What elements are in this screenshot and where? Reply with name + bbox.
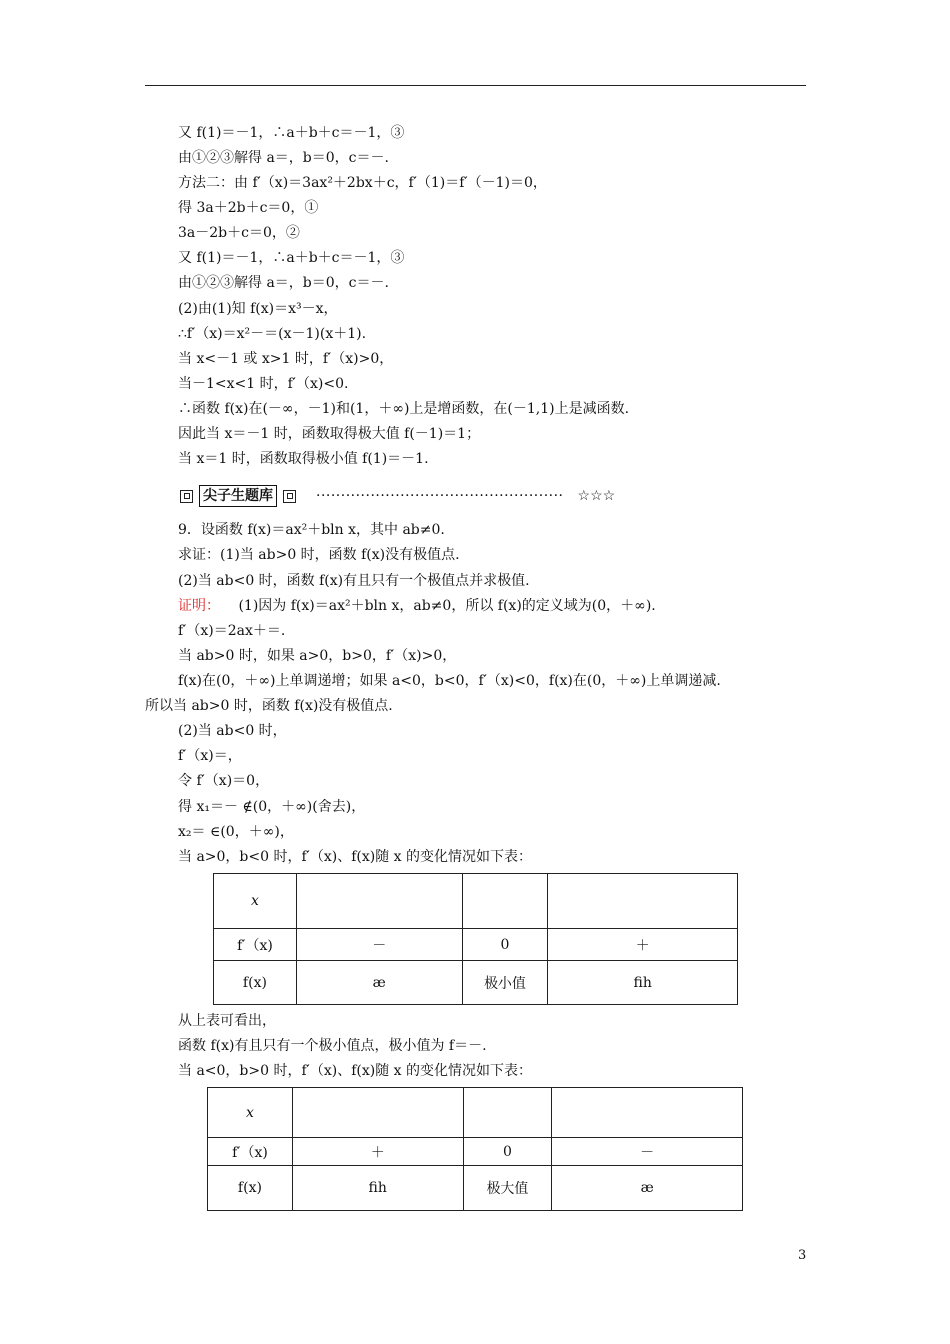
text-line: 由①②③解得 a＝，b＝0，c＝－. [178,150,389,166]
proof-line: f′（x)＝2ax＋＝. [178,623,286,639]
table-cell: 极小值 [462,961,548,1005]
problem-line: (2)当 ab<0 时，函数 f(x)有且只有一个极值点并求极值. [178,573,530,589]
proof-line: 所以当 ab>0 时，函数 f(x)没有极值点. [145,698,393,714]
proof-line: 当 ab>0 时，如果 a>0，b>0，f′（x)>0， [178,648,457,664]
text-line: 又 f(1)＝－1，∴a＋b＋c＝－1，③ [178,125,405,141]
proof-line: 当 a>0，b<0 时，f′（x)、f(x)随 x 的变化情况如下表： [178,849,532,865]
table-cell: － [296,929,462,961]
text-line: 得 3a＋2b＋c＝0，① [178,200,319,216]
section-header [180,485,615,507]
text-line: ∴f′（x)＝x²－＝(x－1)(x＋1). [178,326,367,342]
proof-line: 令 f′（x)＝0， [178,773,270,789]
text-line: 当 x<－1 或 x>1 时，f′（x)>0， [178,351,394,367]
text-line: 当－1<x<1 时，f′（x)<0. [178,376,349,392]
proof-line: x₂＝ ∈(0，＋∞)， [178,824,294,840]
table-cell: ﬁh [548,961,738,1005]
proof-text: (1)因为 f(x)＝ax²＋bln x，ab≠0，所以 f(x)的定义域为(0，＋∞). [238,598,656,614]
text-line: 因此当 x＝－1 时，函数取得极大值 f(－1)＝1； [178,426,481,442]
table-cell: f′（x) [214,929,297,961]
table-cell [462,874,548,929]
table-cell: 0 [462,929,548,961]
problem-line: 9．设函数 f(x)＝ax²＋bln x，其中 ab≠0. [178,522,445,538]
table-cell: æ [552,1166,743,1211]
text-line: 当 x＝1 时，函数取得极小值 f(1)＝－1. [178,451,429,467]
proof-line: f(x)在(0，＋∞)上单调递增；如果 a<0，b<0，f′（x)<0，f(x)在(0，＋∞)上单调递减. [178,673,721,689]
proof-first-line [178,596,656,616]
leader-dots: ·················································· [316,488,564,504]
page-number: 3 [798,1248,807,1263]
text-line: 3a－2b＋c＝0，② [178,225,300,241]
table-cell [463,1088,552,1138]
proof-label: 证明： [178,598,220,614]
table-cell [552,1088,743,1138]
table-cell: x [214,874,297,929]
table-cell: 极大值 [463,1166,552,1211]
table-cell [292,1088,463,1138]
proof-line: 得 x₁＝－ ∉(0，＋∞)(舍去)， [178,799,366,815]
problem-line: 求证：(1)当 ab>0 时，函数 f(x)没有极值点. [178,547,460,563]
square-icon [180,490,193,503]
table-cell [548,874,738,929]
variation-table-2 [207,1087,743,1211]
table-cell: f′（x) [208,1138,293,1166]
text-line: 方法二：由 f′（x)＝3ax²＋2bx＋c，f′（1)＝f′（－1)＝0， [178,175,547,191]
square-icon [283,490,296,503]
text-line: ∴函数 f(x)在(－∞，－1)和(1，＋∞)上是增函数，在(－1,1)上是减函数. [178,401,630,417]
section-label: 尖子生题库 [199,485,277,507]
text-line: 又 f(1)＝－1，∴a＋b＋c＝－1，③ [178,250,405,266]
variation-table-1 [213,873,738,1005]
text-line: 从上表可看出， [178,1013,276,1029]
header-rule [145,85,806,86]
difficulty-stars: ☆☆☆ [577,488,616,504]
table-cell: x [208,1088,293,1138]
text-line: 当 a<0，b>0 时，f′（x)、f(x)随 x 的变化情况如下表： [178,1063,532,1079]
table-cell: f(x) [214,961,297,1005]
table-cell: 0 [463,1138,552,1166]
text-line: (2)由(1)知 f(x)＝x³－x， [178,301,338,317]
table-cell: ＋ [292,1138,463,1166]
table-cell [296,874,462,929]
table-cell: f(x) [208,1166,293,1211]
table-cell: ﬁh [292,1166,463,1211]
text-line: 由①②③解得 a＝，b＝0，c＝－. [178,275,389,291]
table-cell: ＋ [548,929,738,961]
table-cell: － [552,1138,743,1166]
proof-line: f′（x)＝， [178,748,242,764]
table-cell: æ [296,961,462,1005]
proof-line: (2)当 ab<0 时， [178,723,287,739]
text-line: 函数 f(x)有且只有一个极小值点，极小值为 f＝－. [178,1038,487,1054]
